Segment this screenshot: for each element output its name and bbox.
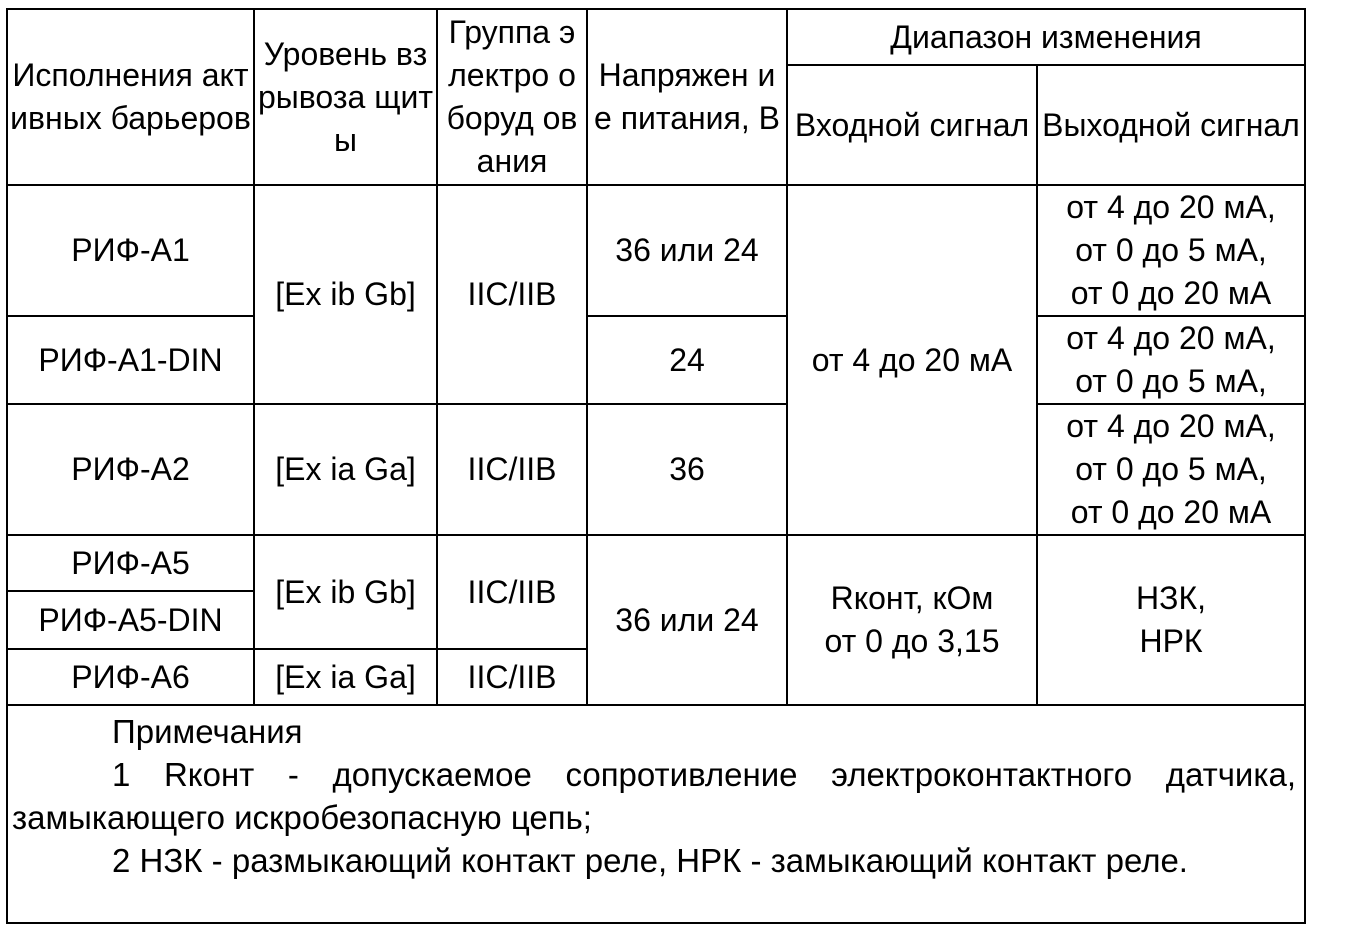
- output-line: от 4 до 20 мА,: [1066, 189, 1276, 225]
- row-a6-protection: [Ex ia Ga]: [254, 649, 437, 705]
- output-line: от 0 до 5 мА,: [1075, 363, 1267, 399]
- row-a2-group: IIC/IIB: [437, 404, 587, 535]
- header-version: Исполнения активных барьеров: [7, 9, 254, 185]
- header-input-signal: Входной сигнал: [787, 65, 1037, 185]
- output-line: от 0 до 5 мА,: [1075, 232, 1267, 268]
- row-a5-input: [787, 535, 1037, 705]
- row-a6-name: РИФ-А6: [7, 649, 254, 705]
- output-line: от 4 до 20 мА,: [1066, 320, 1276, 356]
- input-line: от 0 до 3,15: [824, 623, 1000, 659]
- row-a5-din-name: РИФ-А5-DIN: [7, 591, 254, 649]
- row-a1-voltage: 36 или 24: [587, 185, 787, 316]
- output-line: от 0 до 20 мА: [1070, 275, 1272, 311]
- row-a1-din-output: [1037, 316, 1305, 404]
- row-a5-group: IIC/IIB: [437, 535, 587, 649]
- output-line: от 0 до 20 мА: [1070, 494, 1272, 530]
- header-equipment-group: Группа электро оборуд ования: [437, 9, 587, 185]
- row-a1-protection: [Ex ib Gb]: [254, 185, 437, 404]
- output-line: НРК: [1139, 623, 1203, 659]
- row-a1-group: IIC/IIB: [437, 185, 587, 404]
- row-a5-name: РИФ-А5: [7, 535, 254, 591]
- row-a1-din-voltage: 24: [587, 316, 787, 404]
- barrier-spec-table: [6, 8, 1306, 924]
- header-range: Диапазон изменения: [787, 9, 1305, 65]
- row-a6-group: IIC/IIB: [437, 649, 587, 705]
- header-output-signal: Выходной сигнал: [1037, 65, 1305, 185]
- row-a1-name: РИФ-А1: [7, 185, 254, 316]
- output-line: от 4 до 20 мА,: [1066, 408, 1276, 444]
- note-2: 2 НЗК - размыкающий контакт реле, НРК - замыкающий контакт реле.: [112, 842, 1188, 879]
- row-a2-name: РИФ-А2: [7, 404, 254, 535]
- row-a2-output: [1037, 404, 1305, 535]
- row-a5-protection: [Ex ib Gb]: [254, 535, 437, 649]
- row-a5-voltage: 36 или 24: [587, 535, 787, 705]
- header-supply-voltage: Напряжен ие питания, В: [587, 9, 787, 185]
- notes-block: [7, 705, 1305, 923]
- row-a2-protection: [Ex ia Ga]: [254, 404, 437, 535]
- header-protection-level: Уровень взрывоза щиты: [254, 9, 437, 185]
- note-1: 1 Rконт - допускаемое сопротивление электроконтактного датчика, замыкающего искробезопасную цепь;: [12, 756, 1296, 836]
- output-line: НЗК,: [1136, 580, 1206, 616]
- row-a5-output: [1037, 535, 1305, 705]
- input-signal-ma: от 4 до 20 мА: [787, 185, 1037, 535]
- row-a1-din-name: РИФ-А1-DIN: [7, 316, 254, 404]
- row-a1-output: [1037, 185, 1305, 316]
- input-line: Rконт, кОм: [830, 580, 994, 616]
- output-line: от 0 до 5 мА,: [1075, 451, 1267, 487]
- notes-title: Примечания: [112, 713, 303, 750]
- row-a2-voltage: 36: [587, 404, 787, 535]
